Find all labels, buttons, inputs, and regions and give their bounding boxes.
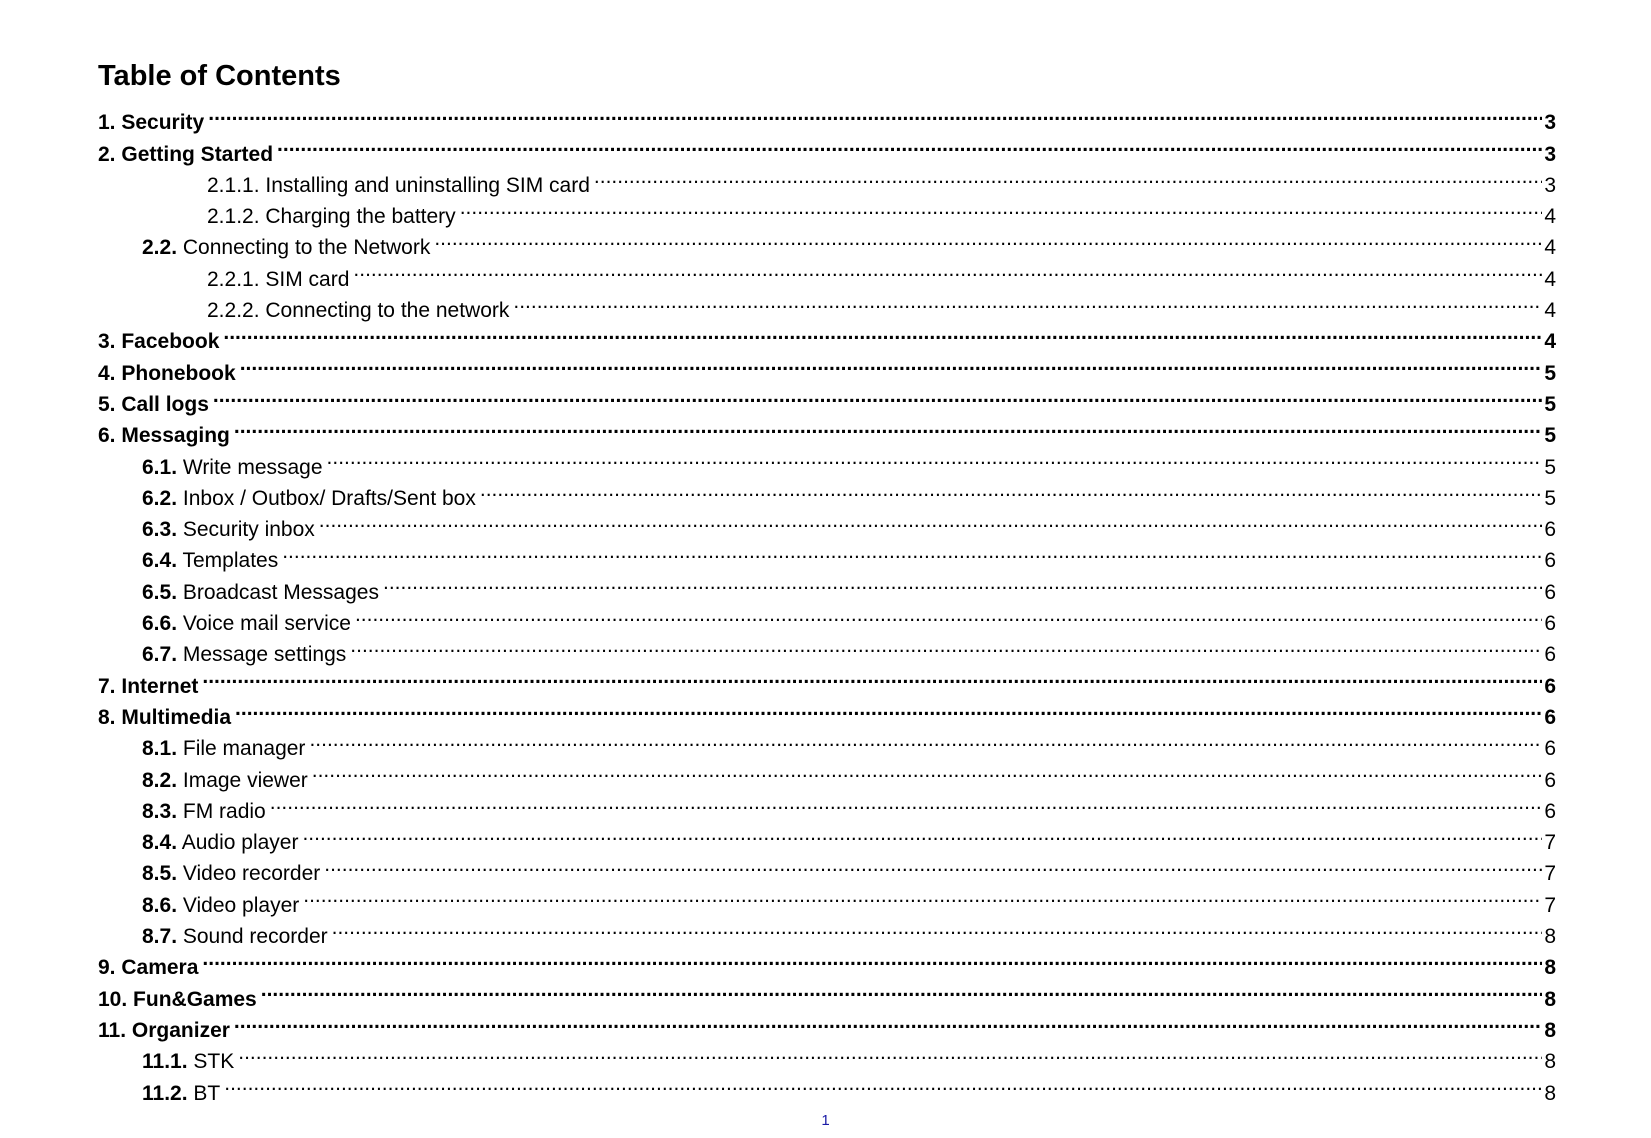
toc-entry-page-number: 4 bbox=[1544, 299, 1556, 323]
toc-entry-page-number: 5 bbox=[1544, 455, 1556, 479]
toc-dot-leader bbox=[223, 317, 1542, 348]
toc-entry-page-number: 7 bbox=[1544, 862, 1556, 886]
toc-entry[interactable] bbox=[98, 317, 1556, 354]
toc-entry-page-number: 4 bbox=[1544, 267, 1556, 291]
toc-dot-leader bbox=[302, 818, 1542, 849]
toc-entry-text bbox=[142, 796, 266, 827]
toc-dot-leader bbox=[350, 630, 1542, 661]
toc-entry-page-number: 6 bbox=[1544, 768, 1556, 792]
toc-entry[interactable] bbox=[98, 161, 1556, 197]
toc-entry-label: Installing and uninstalling SIM card bbox=[265, 173, 590, 197]
toc-entry[interactable] bbox=[98, 943, 1556, 980]
toc-entry-number: 2.1.2. bbox=[207, 205, 260, 229]
toc-dot-leader bbox=[202, 943, 1542, 974]
toc-entry-text bbox=[98, 139, 273, 170]
toc-entry-number: 8.6. bbox=[142, 893, 178, 917]
toc-entry-text bbox=[98, 420, 230, 451]
toc-entry-number: 8.7. bbox=[142, 925, 178, 949]
toc-entry-number: 6.1. bbox=[142, 455, 178, 479]
toc-dot-leader bbox=[383, 567, 1542, 598]
toc-entry-text bbox=[142, 733, 305, 764]
toc-dot-leader bbox=[238, 1037, 1542, 1068]
toc-entry[interactable] bbox=[98, 380, 1556, 416]
toc-entry[interactable] bbox=[98, 442, 1556, 479]
toc-entry[interactable] bbox=[98, 1037, 1556, 1074]
toc-entry-number: 6. bbox=[98, 424, 116, 448]
toc-entry-page-number: 6 bbox=[1544, 580, 1556, 604]
toc-entry-number: 6.5. bbox=[142, 580, 178, 604]
toc-entry-page-number: 6 bbox=[1544, 612, 1556, 636]
toc-entry-text bbox=[142, 577, 379, 608]
toc-entry-page-number: 8 bbox=[1544, 956, 1556, 980]
toc-entry-number: 8.5. bbox=[142, 862, 178, 886]
toc-entry-label: Organizer bbox=[131, 1018, 230, 1042]
toc-dot-leader bbox=[324, 849, 1542, 880]
toc-entry-label: Connecting to the Network bbox=[182, 236, 431, 260]
toc-entry-number: 2. bbox=[98, 142, 116, 166]
toc-dot-leader bbox=[594, 161, 1542, 192]
toc-entry-number: 6.2. bbox=[142, 486, 178, 510]
toc-entry-label: Facebook bbox=[121, 330, 220, 354]
toc-entry-label: STK bbox=[193, 1050, 235, 1074]
toc-dot-leader bbox=[312, 755, 1543, 786]
toc-entry-text bbox=[207, 201, 456, 232]
toc-entry-number: 4. bbox=[98, 361, 116, 385]
toc-entry-label: FM radio bbox=[182, 799, 266, 823]
toc-entry-page-number: 6 bbox=[1544, 518, 1556, 542]
toc-entry-label: File manager bbox=[182, 737, 306, 761]
toc-entry-label: Multimedia bbox=[121, 705, 232, 729]
toc-entry-page-number: 6 bbox=[1544, 737, 1556, 761]
toc-entry-text bbox=[98, 326, 219, 357]
toc-entry-label: Messaging bbox=[121, 424, 230, 448]
toc-entry-label: Charging the battery bbox=[265, 205, 456, 229]
toc-entry-page-number: 6 bbox=[1544, 549, 1556, 573]
footer-page-number: 1 bbox=[821, 1112, 830, 1129]
toc-entry-number: 10. bbox=[98, 987, 128, 1011]
toc-entry-page-number: 4 bbox=[1544, 236, 1556, 260]
toc-entry[interactable] bbox=[98, 1006, 1556, 1042]
toc-entry-number: 6.3. bbox=[142, 518, 178, 542]
toc-entry-label: Camera bbox=[121, 956, 199, 980]
toc-entry-page-number: 5 bbox=[1544, 486, 1556, 510]
toc-dot-leader bbox=[460, 192, 1543, 223]
toc-entry-page-number: 8 bbox=[1544, 1081, 1556, 1105]
toc-dot-leader bbox=[277, 129, 1542, 160]
toc-dot-leader bbox=[208, 98, 1542, 129]
toc-entry-page-number: 3 bbox=[1544, 142, 1556, 166]
toc-entry-number: 2.2.1. bbox=[207, 267, 260, 291]
toc-entry[interactable] bbox=[98, 849, 1556, 886]
toc-entry[interactable] bbox=[98, 818, 1556, 855]
toc-entry-number: 8. bbox=[98, 705, 116, 729]
toc-entry-number: 8.3. bbox=[142, 799, 178, 823]
toc-dot-leader bbox=[224, 1068, 1542, 1099]
toc-entry-label: Security bbox=[121, 111, 205, 135]
toc-entry-label: Broadcast Messages bbox=[182, 580, 379, 604]
toc-entry-label: Internet bbox=[121, 674, 199, 698]
toc-entry-number: 6.4. bbox=[142, 549, 178, 573]
toc-entry-page-number: 5 bbox=[1544, 361, 1556, 385]
toc-entry-text bbox=[98, 107, 204, 138]
toc-entry[interactable] bbox=[98, 1068, 1556, 1105]
toc-entry-page-number: 3 bbox=[1544, 111, 1556, 135]
toc-entry[interactable] bbox=[98, 98, 1556, 135]
toc-entry-label: Message settings bbox=[182, 643, 347, 667]
toc-entry-text bbox=[98, 1015, 230, 1046]
toc-dot-leader bbox=[234, 411, 1542, 442]
toc-entry-number: 11. bbox=[98, 1018, 127, 1042]
toc-entry-label: Audio player bbox=[181, 831, 299, 855]
toc-entry-number: 1. bbox=[98, 111, 116, 135]
toc-entry-page-number: 6 bbox=[1544, 799, 1556, 823]
toc-entry-page-number: 6 bbox=[1544, 674, 1556, 698]
toc-entry-number: 3. bbox=[98, 330, 116, 354]
toc-dot-leader bbox=[353, 254, 1542, 285]
toc-entry-label: Sound recorder bbox=[182, 925, 328, 949]
toc-entry[interactable] bbox=[98, 411, 1556, 448]
toc-entry-text bbox=[142, 890, 299, 921]
toc-entry-label: Video recorder bbox=[182, 862, 321, 886]
toc-entry-text bbox=[142, 452, 323, 483]
toc-entry-number: 9. bbox=[98, 956, 116, 980]
toc-entry-page-number: 6 bbox=[1544, 643, 1556, 667]
toc-dot-leader bbox=[332, 912, 1543, 943]
toc-dot-leader bbox=[202, 661, 1542, 692]
toc-dot-leader bbox=[261, 974, 1543, 1005]
toc-entry-label: Fun&Games bbox=[133, 987, 257, 1011]
toc-entry-page-number: 5 bbox=[1544, 424, 1556, 448]
toc-entry-page-number: 8 bbox=[1544, 925, 1556, 949]
toc-dot-leader bbox=[480, 474, 1542, 505]
toc-entry-number: 8.4. bbox=[142, 831, 178, 855]
toc-dot-leader bbox=[234, 1006, 1542, 1037]
toc-entry-text bbox=[98, 952, 198, 983]
toc-entry-text bbox=[98, 702, 231, 733]
toc-entry[interactable] bbox=[98, 567, 1556, 604]
toc-entry[interactable] bbox=[98, 880, 1556, 917]
toc-page bbox=[98, 54, 1556, 1105]
toc-dot-leader bbox=[240, 348, 1543, 379]
toc-entry-page-number: 7 bbox=[1544, 893, 1556, 917]
toc-entry-number: 8.2. bbox=[142, 768, 178, 792]
toc-entry-page-number: 7 bbox=[1544, 831, 1556, 855]
toc-entry-number: 7. bbox=[98, 674, 116, 698]
toc-entry-text bbox=[142, 827, 298, 858]
toc-entry-number: 8.1. bbox=[142, 737, 178, 761]
toc-entry-number: 5. bbox=[98, 392, 116, 416]
toc-entry-label: Connecting to the network bbox=[265, 299, 510, 323]
toc-entry-text bbox=[142, 545, 278, 576]
toc-entry-number: 2.2.2. bbox=[207, 299, 260, 323]
toc-entry[interactable] bbox=[98, 693, 1556, 729]
toc-entry-text bbox=[142, 1078, 220, 1109]
toc-entry[interactable] bbox=[98, 755, 1556, 792]
toc-entry-label: Video player bbox=[182, 893, 300, 917]
toc-entry-number: 2.1.1. bbox=[207, 173, 260, 197]
toc-entry[interactable] bbox=[98, 348, 1556, 385]
toc-entry-number: 6.7. bbox=[142, 643, 178, 667]
toc-dot-leader bbox=[235, 693, 1542, 724]
toc-entry-label: Voice mail service bbox=[182, 612, 351, 636]
toc-dot-leader bbox=[355, 599, 1542, 630]
toc-dot-leader bbox=[319, 505, 1543, 536]
toc-entry[interactable] bbox=[98, 129, 1556, 166]
toc-entry[interactable] bbox=[98, 536, 1556, 573]
toc-entry-label: Image viewer bbox=[182, 768, 308, 792]
toc-entry-label: Security inbox bbox=[182, 518, 315, 542]
toc-entry-page-number: 4 bbox=[1544, 330, 1556, 354]
toc-title: Table of Contents bbox=[98, 60, 341, 92]
toc-entry-label: SIM card bbox=[265, 267, 350, 291]
toc-entry-text bbox=[98, 671, 198, 702]
toc-entry[interactable] bbox=[98, 787, 1556, 823]
toc-dot-leader bbox=[303, 880, 1542, 911]
toc-entry[interactable] bbox=[98, 724, 1556, 761]
toc-entry-page-number: 3 bbox=[1544, 173, 1556, 197]
toc-entry-label: BT bbox=[193, 1081, 221, 1105]
toc-dot-leader bbox=[309, 724, 1542, 755]
toc-entry-label: Getting Started bbox=[121, 142, 274, 166]
toc-entry-page-number: 8 bbox=[1544, 1050, 1556, 1074]
toc-entry-text bbox=[142, 858, 320, 889]
toc-entry-page-number: 8 bbox=[1544, 1018, 1556, 1042]
toc-entry-number: 11.2. bbox=[142, 1081, 188, 1105]
toc-dot-leader bbox=[213, 380, 1542, 411]
toc-entry-number: 11.1. bbox=[142, 1050, 188, 1074]
toc-entry[interactable] bbox=[98, 974, 1556, 1011]
toc-entry[interactable] bbox=[98, 912, 1556, 949]
toc-dot-leader bbox=[282, 536, 1542, 567]
toc-entry-number: 6.6. bbox=[142, 612, 178, 636]
toc-entry-page-number: 5 bbox=[1544, 392, 1556, 416]
toc-dot-leader bbox=[434, 223, 1542, 254]
toc-entry[interactable] bbox=[98, 661, 1556, 698]
toc-entry-page-number: 8 bbox=[1544, 987, 1556, 1011]
toc-entry-label: Phonebook bbox=[121, 361, 236, 385]
toc-entry-number: 2.2. bbox=[142, 236, 178, 260]
toc-list bbox=[98, 98, 1556, 1105]
toc-entry-text bbox=[207, 264, 349, 295]
toc-entry-label: Inbox / Outbox/ Drafts/Sent box bbox=[182, 486, 476, 510]
toc-dot-leader bbox=[513, 286, 1542, 317]
toc-entry-page-number: 6 bbox=[1544, 705, 1556, 729]
toc-entry-text bbox=[142, 1046, 234, 1077]
toc-dot-leader bbox=[270, 787, 1543, 818]
toc-entry-page-number: 4 bbox=[1544, 205, 1556, 229]
toc-entry-label: Write message bbox=[182, 455, 323, 479]
toc-entry-text bbox=[98, 389, 209, 420]
toc-dot-leader bbox=[327, 442, 1543, 473]
toc-entry-label: Templates bbox=[182, 549, 279, 573]
toc-entry-label: Call logs bbox=[121, 392, 209, 416]
toc-entry-text bbox=[142, 608, 351, 639]
